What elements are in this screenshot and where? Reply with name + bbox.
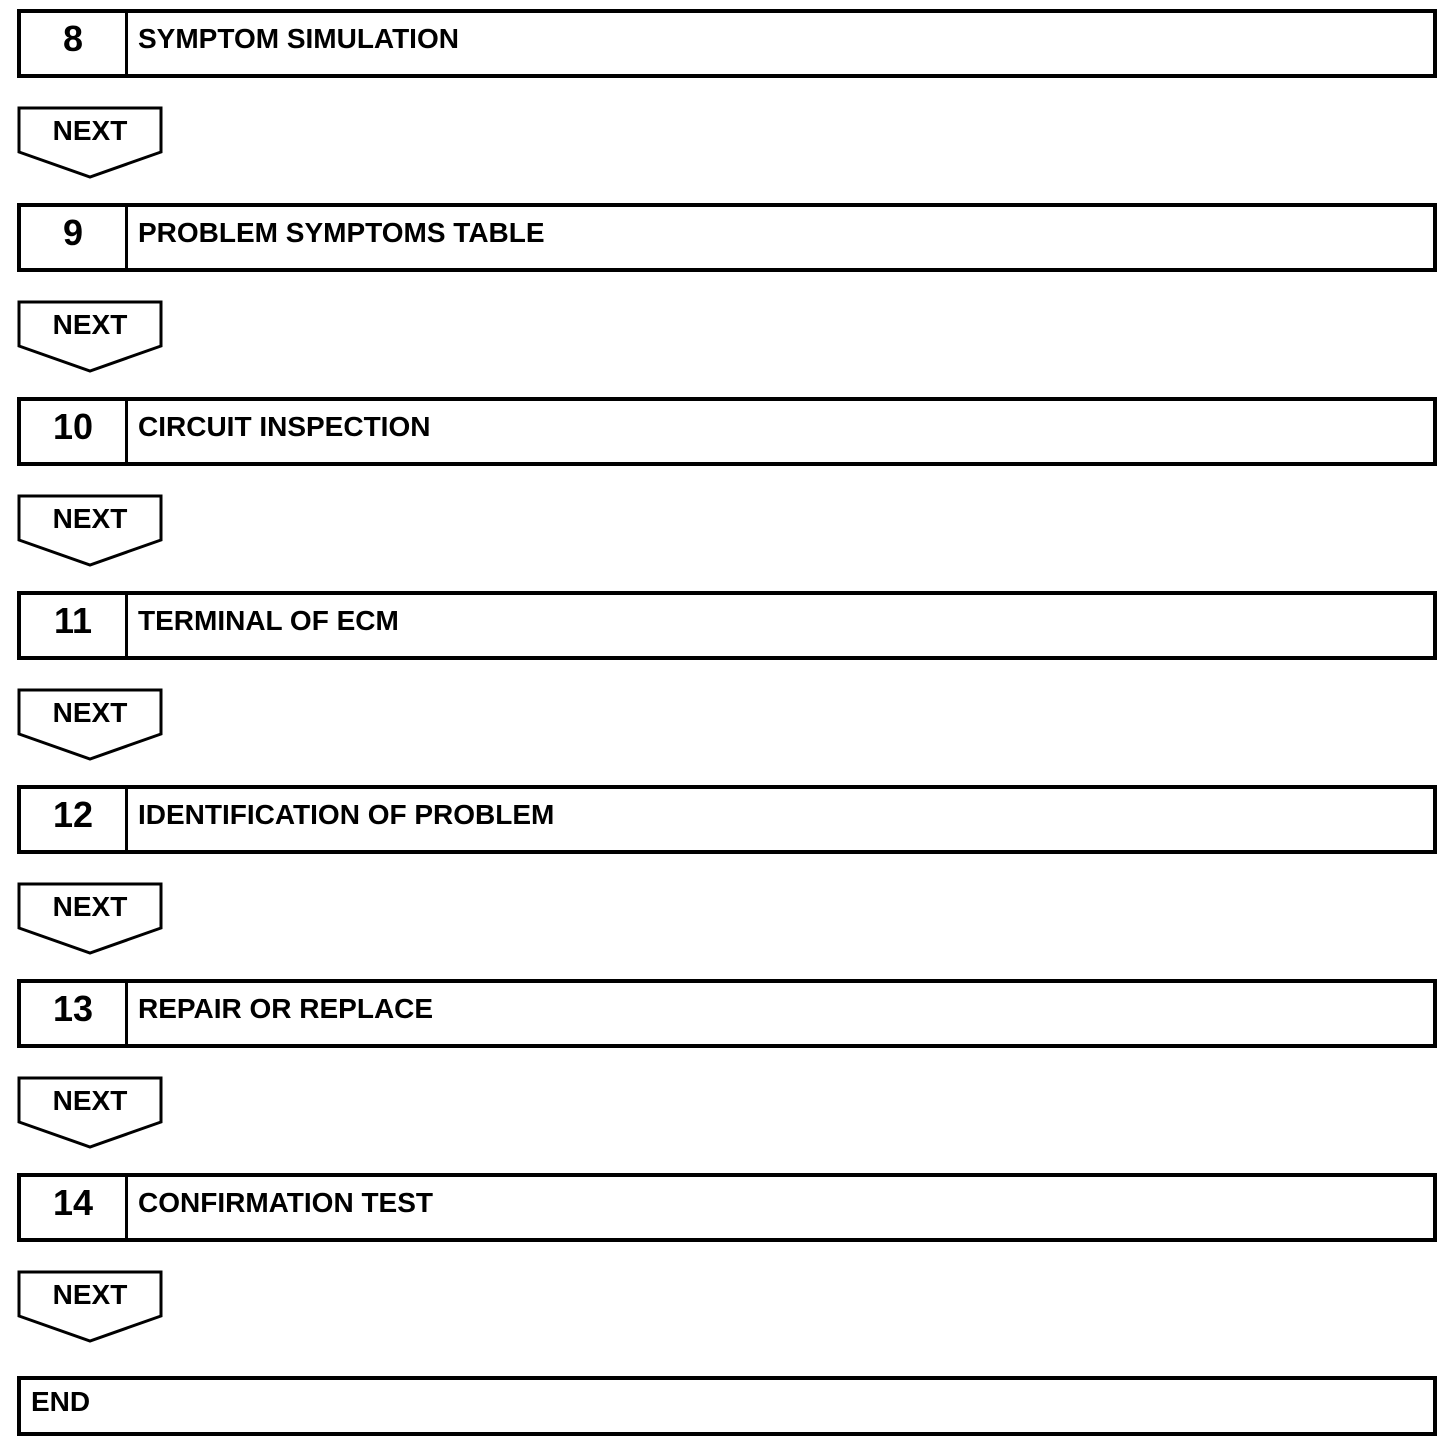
step-number: 9 bbox=[21, 207, 128, 268]
next-arrow bbox=[17, 1270, 163, 1344]
step-number: 12 bbox=[21, 789, 128, 850]
next-label: NEXT bbox=[52, 503, 128, 534]
next-arrow bbox=[17, 688, 163, 762]
step-number: 10 bbox=[21, 401, 128, 462]
step-title: PROBLEM SYMPTOMS TABLE bbox=[138, 217, 545, 248]
step-title: IDENTIFICATION OF PROBLEM bbox=[138, 799, 555, 830]
step-box-8 bbox=[17, 9, 1437, 78]
step-title: CONFIRMATION TEST bbox=[138, 1187, 434, 1218]
next-label: NEXT bbox=[52, 1279, 128, 1310]
step-number: 14 bbox=[21, 1177, 128, 1238]
step-title: SYMPTOM SIMULATION bbox=[138, 23, 459, 54]
next-label: NEXT bbox=[52, 309, 128, 340]
step-number: 13 bbox=[21, 983, 128, 1044]
step-number: 8 bbox=[21, 13, 128, 74]
step-title: TERMINAL OF ECM bbox=[138, 605, 399, 636]
step-number: 11 bbox=[21, 595, 128, 656]
step-box-10 bbox=[17, 397, 1437, 466]
end-box: END bbox=[17, 1376, 1437, 1436]
step-box-12 bbox=[17, 785, 1437, 854]
next-label: NEXT bbox=[52, 115, 128, 146]
next-arrow bbox=[17, 494, 163, 568]
step-title: REPAIR OR REPLACE bbox=[138, 993, 434, 1024]
next-label: NEXT bbox=[52, 697, 128, 728]
step-title: CIRCUIT INSPECTION bbox=[138, 411, 431, 442]
next-arrow bbox=[17, 106, 163, 180]
step-box-13 bbox=[17, 979, 1437, 1048]
next-label: NEXT bbox=[52, 1085, 128, 1116]
step-box-11 bbox=[17, 591, 1437, 660]
step-box-14 bbox=[17, 1173, 1437, 1242]
next-arrow bbox=[17, 300, 163, 374]
next-label: NEXT bbox=[52, 891, 128, 922]
next-arrow bbox=[17, 1076, 163, 1150]
next-arrow bbox=[17, 882, 163, 956]
step-box-9 bbox=[17, 203, 1437, 272]
